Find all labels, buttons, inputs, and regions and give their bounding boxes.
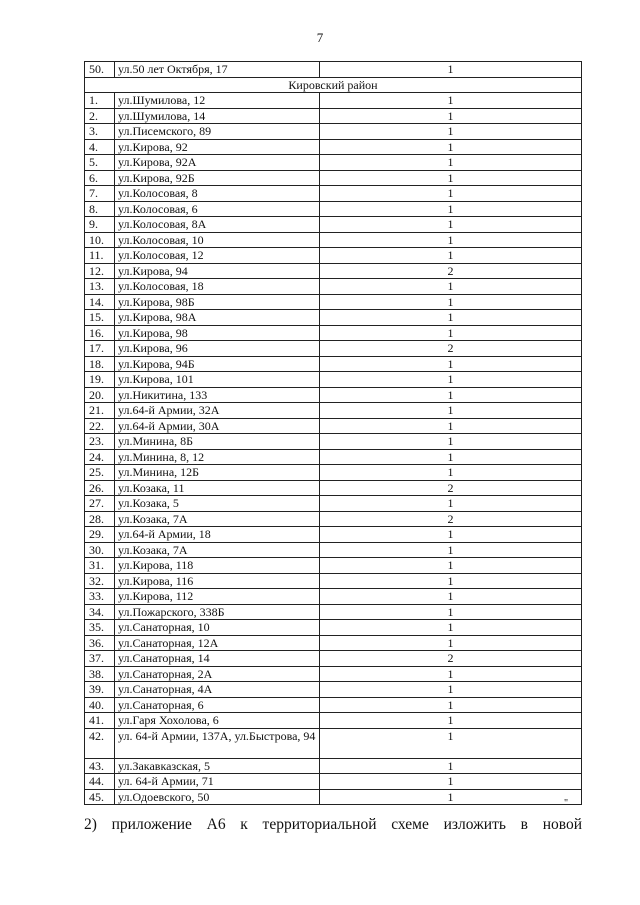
row-count: 1 [320, 558, 582, 574]
row-address: ул.Колосовая, 10 [115, 232, 320, 248]
table-row [85, 356, 582, 372]
row-count: 1 [320, 682, 582, 698]
row-address: ул.Кирова, 92А [115, 155, 320, 171]
row-address: ул.Колосовая, 18 [115, 279, 320, 295]
row-count: 1 [320, 449, 582, 465]
row-address: ул.Кирова, 112 [115, 589, 320, 605]
row-number: 50. [85, 62, 115, 78]
row-number: 13. [85, 279, 115, 295]
row-count: 1 [320, 774, 582, 790]
address-table [84, 61, 582, 805]
row-count: 1 [320, 403, 582, 419]
row-count: 1 [320, 434, 582, 450]
table-row [85, 248, 582, 264]
row-count: 1 [320, 527, 582, 543]
table-row [85, 155, 582, 171]
row-number: 22. [85, 418, 115, 434]
table-row [85, 325, 582, 341]
row-number: 39. [85, 682, 115, 698]
row-address: ул.64-й Армии, 30А [115, 418, 320, 434]
row-count: 2 [320, 651, 582, 667]
table-row [85, 713, 582, 729]
row-address: ул.Санаторная, 14 [115, 651, 320, 667]
row-address: ул.50 лет Октября, 17 [115, 62, 320, 78]
row-address: ул.Колосовая, 8А [115, 217, 320, 233]
row-number: 32. [85, 573, 115, 589]
table-row [85, 403, 582, 419]
table-row [85, 651, 582, 667]
row-number: 42. [85, 728, 115, 758]
row-address: ул.Козака, 5 [115, 496, 320, 512]
row-count: 1 [320, 589, 582, 605]
row-address: ул.Минина, 8Б [115, 434, 320, 450]
row-number: 36. [85, 635, 115, 651]
table-row [85, 558, 582, 574]
section-title: Кировский район [85, 77, 582, 93]
table-row [85, 758, 582, 774]
row-number: 45. [85, 789, 115, 805]
row-address: ул.Кирова, 92 [115, 139, 320, 155]
row-number: 31. [85, 558, 115, 574]
footer-text: 2) приложение А6 к территориальной схеме изложить в новой [84, 816, 582, 833]
row-address: ул.Шумилова, 12 [115, 93, 320, 109]
row-number: 1. [85, 93, 115, 109]
row-number: 20. [85, 387, 115, 403]
table-row [85, 108, 582, 124]
row-address: ул.Одоевского, 50 [115, 789, 320, 805]
row-address: ул.Козака, 11 [115, 480, 320, 496]
row-address: ул.Шумилова, 14 [115, 108, 320, 124]
section-row [85, 77, 582, 93]
row-number: 43. [85, 758, 115, 774]
row-number: 15. [85, 310, 115, 326]
row-number: 23. [85, 434, 115, 450]
row-count: 1 [320, 294, 582, 310]
row-address: ул.Никитина, 133 [115, 387, 320, 403]
row-count: 2 [320, 263, 582, 279]
table-row [85, 465, 582, 481]
row-number: 28. [85, 511, 115, 527]
row-number: 3. [85, 124, 115, 140]
row-number: 41. [85, 713, 115, 729]
row-address: ул.Колосовая, 6 [115, 201, 320, 217]
row-count: 1 [320, 620, 582, 636]
table-row [85, 635, 582, 651]
row-address: ул.Минина, 8, 12 [115, 449, 320, 465]
table-row [85, 511, 582, 527]
table-row [85, 217, 582, 233]
row-count: 2 [320, 341, 582, 357]
table-row [85, 573, 582, 589]
table-row [85, 697, 582, 713]
table-row [85, 62, 582, 78]
table-row [85, 201, 582, 217]
row-count: 1 [320, 496, 582, 512]
row-address: ул.64-й Армии, 18 [115, 527, 320, 543]
row-count: 1 [320, 325, 582, 341]
row-address: ул.Минина, 12Б [115, 465, 320, 481]
row-count: 1 [320, 604, 582, 620]
row-address: ул.Колосовая, 8 [115, 186, 320, 202]
row-number: 35. [85, 620, 115, 636]
row-number: 19. [85, 372, 115, 388]
row-number: 6. [85, 170, 115, 186]
row-count: 2 [320, 480, 582, 496]
table-row [85, 279, 582, 295]
table-row [85, 496, 582, 512]
table-row [85, 418, 582, 434]
row-address: ул.Санаторная, 12А [115, 635, 320, 651]
row-number: 4. [85, 139, 115, 155]
row-count: 1 [320, 62, 582, 78]
row-number: 7. [85, 186, 115, 202]
table-row [85, 124, 582, 140]
table-row [85, 589, 582, 605]
table-row [85, 139, 582, 155]
table-row [85, 170, 582, 186]
row-count: 1 [320, 728, 582, 758]
row-address: ул.Санаторная, 4А [115, 682, 320, 698]
row-number: 2. [85, 108, 115, 124]
row-count: 1 [320, 248, 582, 264]
row-count: 1 [320, 697, 582, 713]
row-count: 1 [320, 108, 582, 124]
row-count: 1 [320, 217, 582, 233]
row-address: ул.Гаря Хохолова, 6 [115, 713, 320, 729]
row-count: 1 [320, 666, 582, 682]
row-number: 29. [85, 527, 115, 543]
table-row [85, 310, 582, 326]
row-count: 1 [320, 372, 582, 388]
row-count: 1 [320, 201, 582, 217]
row-count: 1 [320, 310, 582, 326]
table-row [85, 728, 582, 758]
row-number: 26. [85, 480, 115, 496]
row-number: 5. [85, 155, 115, 171]
row-count: 1 [320, 186, 582, 202]
row-number: 10. [85, 232, 115, 248]
row-number: 8. [85, 201, 115, 217]
row-count: 1 [320, 465, 582, 481]
table-row [85, 186, 582, 202]
row-address: ул.Кирова, 101 [115, 372, 320, 388]
row-count: 1 [320, 635, 582, 651]
row-address: ул.Закавказская, 5 [115, 758, 320, 774]
table-row [85, 666, 582, 682]
row-count: 1 [320, 387, 582, 403]
row-address: ул. 64-й Армии, 71 [115, 774, 320, 790]
row-address: ул.Кирова, 118 [115, 558, 320, 574]
page-number: 7 [316, 30, 324, 45]
table-row [85, 542, 582, 558]
row-address: ул.Козака, 7А [115, 511, 320, 527]
row-count: 1 [320, 713, 582, 729]
table-row [85, 294, 582, 310]
row-address: ул.Кирова, 98А [115, 310, 320, 326]
row-count: 1 [320, 170, 582, 186]
row-count: 1 [320, 418, 582, 434]
row-number: 21. [85, 403, 115, 419]
row-address: ул.Кирова, 94Б [115, 356, 320, 372]
table-row [85, 620, 582, 636]
row-address: ул.Санаторная, 2А [115, 666, 320, 682]
table-row [85, 527, 582, 543]
row-count: 1 [320, 279, 582, 295]
row-address: ул.Санаторная, 6 [115, 697, 320, 713]
row-number: 44. [85, 774, 115, 790]
row-number: 30. [85, 542, 115, 558]
row-number: 9. [85, 217, 115, 233]
row-address: ул.Писемского, 89 [115, 124, 320, 140]
row-number: 34. [85, 604, 115, 620]
table-row [85, 93, 582, 109]
row-address: ул.Кирова, 98 [115, 325, 320, 341]
row-address: ул.Колосовая, 12 [115, 248, 320, 264]
row-address: ул.Кирова, 94 [115, 263, 320, 279]
row-number: 27. [85, 496, 115, 512]
row-count: 1 [320, 93, 582, 109]
row-number: 37. [85, 651, 115, 667]
table-row [85, 341, 582, 357]
row-address: ул.Кирова, 116 [115, 573, 320, 589]
row-number: 18. [85, 356, 115, 372]
row-address: ул.Кирова, 92Б [115, 170, 320, 186]
row-address: ул.Санаторная, 10 [115, 620, 320, 636]
row-address: ул. 64-й Армии, 137А, ул.Быстрова, 94 [115, 728, 320, 758]
row-address: ул.64-й Армии, 32А [115, 403, 320, 419]
row-count: 2 [320, 511, 582, 527]
table-row [85, 372, 582, 388]
row-number: 16. [85, 325, 115, 341]
row-number: 38. [85, 666, 115, 682]
row-address: ул.Кирова, 98Б [115, 294, 320, 310]
table-row [85, 263, 582, 279]
table-row [85, 232, 582, 248]
table-row [85, 480, 582, 496]
row-number: 14. [85, 294, 115, 310]
table-row [85, 604, 582, 620]
table-row [85, 434, 582, 450]
row-number: 12. [85, 263, 115, 279]
row-count: 1 [320, 124, 582, 140]
row-count: 1 [320, 573, 582, 589]
row-count: 1 [320, 789, 582, 805]
row-number: 24. [85, 449, 115, 465]
closing-quote: " [564, 798, 569, 809]
row-address: ул.Кирова, 96 [115, 341, 320, 357]
table-row [85, 682, 582, 698]
table-row [85, 387, 582, 403]
row-count: 1 [320, 542, 582, 558]
row-count: 1 [320, 139, 582, 155]
row-address: ул.Пожарского, 338Б [115, 604, 320, 620]
row-number: 11. [85, 248, 115, 264]
row-number: 17. [85, 341, 115, 357]
row-address: ул.Козака, 7А [115, 542, 320, 558]
row-number: 40. [85, 697, 115, 713]
row-count: 1 [320, 232, 582, 248]
row-number: 25. [85, 465, 115, 481]
row-count: 1 [320, 356, 582, 372]
table-row [85, 789, 582, 805]
row-count: 1 [320, 758, 582, 774]
row-number: 33. [85, 589, 115, 605]
table-row [85, 449, 582, 465]
row-count: 1 [320, 155, 582, 171]
table-row [85, 774, 582, 790]
